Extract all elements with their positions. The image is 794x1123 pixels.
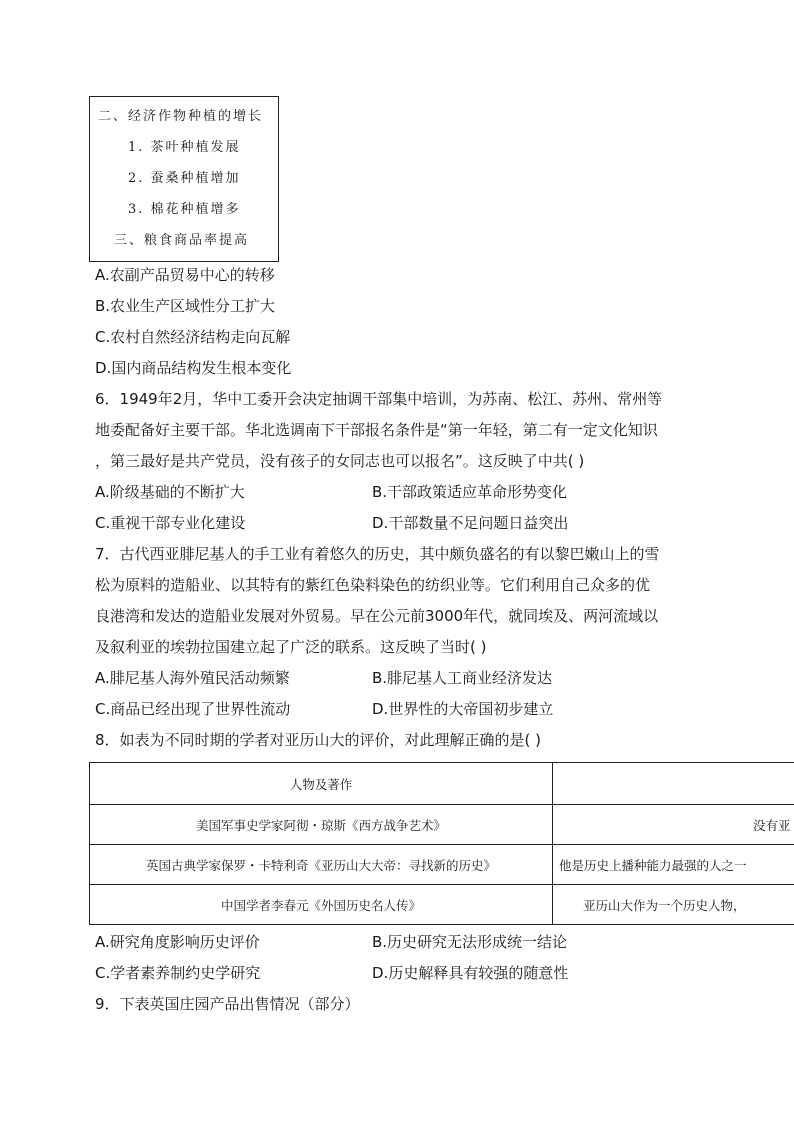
outline-line: 三、粮食商品率提高 [114,233,250,248]
table-header-cell [553,763,794,805]
table-row [90,805,794,845]
q8-option-b: B.历史研究无法形成统一结论 [372,933,568,951]
table-row [90,845,794,885]
outline-line: 3. 棉花种植增多 [128,202,241,217]
outline-line: 二、经济作物种植的增长 [98,109,264,124]
table-cell-evaluation: 没有亚 [553,805,794,845]
table-cell-work: 英国古典学家保罗・卡特利奇《亚历山大大帝：寻找新的历史》 [90,845,553,885]
q8-stem: 8．如表为不同时期的学者对亚历山大的评价，对此理解正确的是( ) [95,731,542,749]
q5-option-c: C.农村自然经济结构走向瓦解 [95,328,291,346]
q7-option-a: A.腓尼基人海外殖民活动频繁 [95,669,290,687]
table-header-row [90,763,794,805]
q7-stem-line: 7．古代西亚腓尼基人的手工业有着悠久的历史，其中颇负盛名的有以黎巴嫩山上的雪 [95,545,660,563]
q6-option-b: B.干部政策适应革命形势变化 [372,483,568,501]
table-cell-evaluation: 他是历史上播种能力最强的人之一 [553,845,794,885]
q7-stem-line: 良港湾和发达的造船业发展对外贸易。早在公元前3000年代，就同埃及、两河流域以 [95,607,659,625]
q6-stem-line: 地委配备好主要干部。华北选调南下干部报名条件是“第一年轻，第二有一定文化知识 [95,421,658,439]
q8-option-c: C.学者素养制约史学研究 [95,964,261,982]
q6-stem-line: 6．1949年2月，华中工委开会决定抽调干部集中培训，为苏南、松江、苏州、常州等 [95,390,663,408]
q7-stem-line: 及叙利亚的埃勃拉国建立起了广泛的联系。这反映了当时( ) [95,638,487,656]
q6-option-d: D.干部数量不足问题日益突出 [372,514,569,532]
q6-option-c: C.重视干部专业化建设 [95,514,246,532]
outline-line: 1. 茶叶种植发展 [128,140,241,155]
table-cell-work: 中国学者李春元《外国历史名人传》 [90,885,553,925]
q6-stem-line: ，第三最好是共产党员，没有孩子的女同志也可以报名”。这反映了中共( ) [95,452,585,470]
table-cell-work: 美国军事史学家阿彻・琼斯《西方战争艺术》 [90,805,553,845]
q5-option-a: A.农副产品贸易中心的转移 [95,266,275,284]
outline-box [89,96,279,262]
q6-option-a: A.阶级基础的不断扩大 [95,483,245,501]
table-cell-evaluation: 亚历山大作为一个历史人物， [553,885,794,925]
table-row [90,885,794,925]
q5-option-b: B.农业生产区域性分工扩大 [95,297,276,315]
q8-option-d: D.历史解释具有较强的随意性 [372,964,569,982]
outline-line: 2. 蚕桑种植增加 [128,171,241,186]
q9-stem: 9．下表英国庄园产品出售情况（部分） [95,995,360,1013]
q7-option-b: B.腓尼基人工商业经济发达 [372,669,553,687]
q7-option-c: C.商品已经出现了世界性流动 [95,700,291,718]
q7-option-d: D.世界性的大帝国初步建立 [372,700,554,718]
scholar-views-table [89,762,794,925]
table-header-cell: 人物及著作 [90,763,553,805]
q7-stem-line: 松为原料的造船业、以其特有的紫红色染料染色的纺织业等。它们利用自己众多的优 [95,576,651,594]
q8-option-a: A.研究角度影响历史评价 [95,933,260,951]
q5-option-d: D.国内商品结构发生根本变化 [95,359,292,377]
